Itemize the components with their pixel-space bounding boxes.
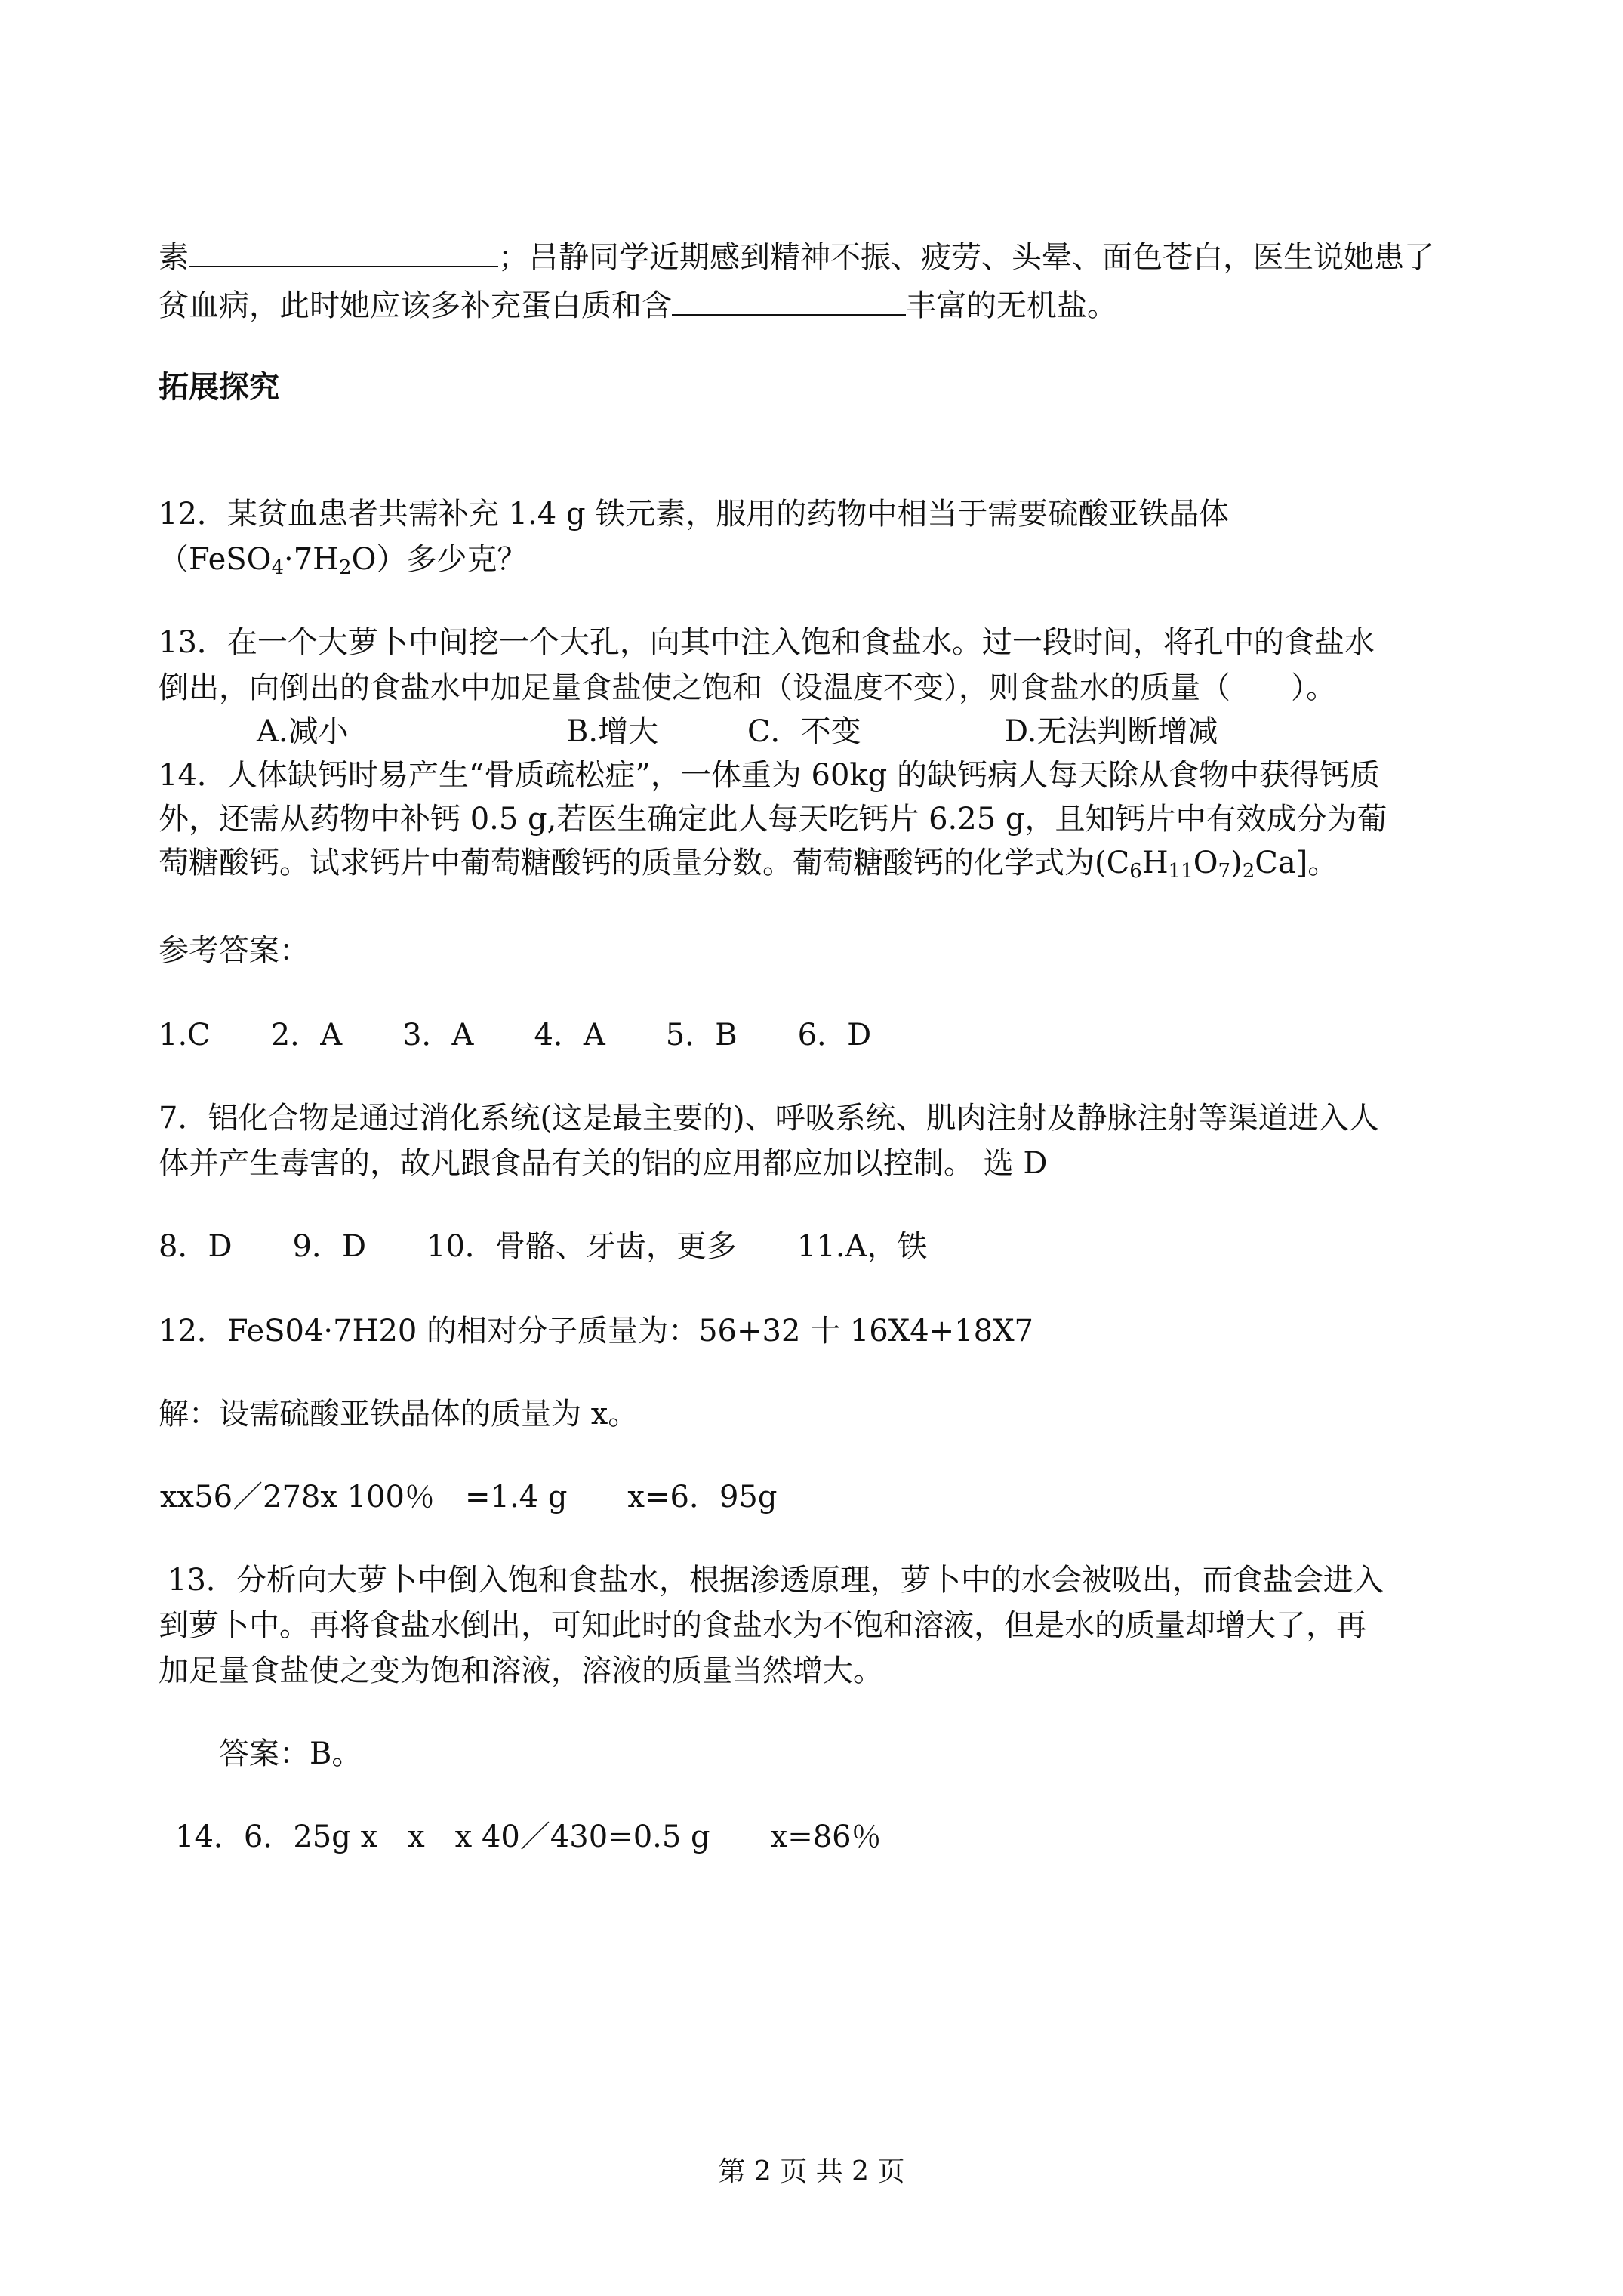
answers-1-6: 1.C 2．A 3．A 4．A 5．B 6．D xyxy=(159,1018,872,1052)
q14-subscript: 6 xyxy=(1129,860,1142,883)
answer-13-answer: 答案：B。 xyxy=(219,1737,362,1771)
q14-line2: 外，还需从药物中补钙 0.5 g,若医生确定此人每天吃钙片 6.25 g，且知钙片中有效成分为葡 xyxy=(159,802,1387,837)
q14-subscript: 11 xyxy=(1168,860,1193,883)
q11-line2 xyxy=(159,281,1472,329)
page-footer: 第 2 页 共 2 页 xyxy=(718,2156,905,2187)
q14-formula-part: ) xyxy=(1230,846,1243,880)
option-b[interactable]: B.增大 xyxy=(566,714,659,749)
q14-subscript: 7 xyxy=(1218,860,1231,883)
q14-formula-part: Ca]。 xyxy=(1255,846,1338,880)
q12-formula-part: ·7H xyxy=(283,542,340,577)
answer-7-line1: 7．铝化合物是通过消化系统(这是最主要的)、呼吸系统、肌肉注射及静脉注射等渠道进入人 xyxy=(159,1101,1379,1136)
q12-subscript: 4 xyxy=(271,556,284,579)
q14-formula-part: 萄糖酸钙。试求钙片中葡萄糖酸钙的质量分数。葡萄糖酸钙的化学式为(C xyxy=(159,846,1130,880)
q14-formula-part: H xyxy=(1141,846,1169,880)
option-c[interactable]: C．不变 xyxy=(747,714,861,749)
q12-line1: 12．某贫血患者共需补充 1.4 g 铁元素，服用的药物中相当于需要硫酸亚铁晶体 xyxy=(159,497,1230,532)
q14-subscript: 2 xyxy=(1242,860,1255,883)
answer-13-line3: 加足量食盐使之变为饱和溶液，溶液的质量当然增大。 xyxy=(159,1653,883,1688)
answer-12-line1: 12．FeS04·7H20 的相对分子质量为：56+32 十 16X4+18X7 xyxy=(159,1314,1034,1348)
option-d[interactable]: D.无法判断增减 xyxy=(1004,714,1218,749)
q11-line2-suffix: 丰富的无机盐。 xyxy=(906,288,1117,323)
answer-12-line3: xx56／278x 100％ =1.4 g x=6．95g xyxy=(160,1480,778,1515)
answer-blank-2[interactable] xyxy=(672,281,906,316)
q12-formula-part: （FeSO xyxy=(159,542,272,577)
q14-formula-part: O xyxy=(1193,846,1218,880)
q12-subscript: 2 xyxy=(339,556,352,579)
q12-formula-part: O）多少克？ xyxy=(351,542,528,577)
answers-8-11: 8．D 9．D 10．骨骼、牙齿，更多 11.A，铁 xyxy=(159,1229,928,1264)
answer-13-line2: 到萝卜中。再将食盐水倒出，可知此时的食盐水为不饱和溶液，但是水的质量却增大了，再 xyxy=(159,1608,1366,1643)
section-title: 拓展探究 xyxy=(159,369,279,405)
q14-line3 xyxy=(159,840,1472,886)
answer-7-line2: 体并产生毒害的，故凡跟食品有关的铝的应用都应加以控制。 选 D xyxy=(159,1146,1048,1181)
answer-14: 14．6．25g x x x 40／430=0.5 g x=86％ xyxy=(175,1820,882,1854)
q11-line1 xyxy=(159,233,1472,281)
q11-line1-suffix: ；吕静同学近期感到精神不振、疲劳、头晕、面色苍白，医生说她患了 xyxy=(498,240,1434,275)
q14-line1: 14．人体缺钙时易产生“骨质疏松症”，一体重为 60kg 的缺钙病人每天除从食物中获得钙质 xyxy=(159,758,1380,793)
q13-line1: 13．在一个大萝卜中间挖一个大孔，向其中注入饱和食盐水。过一段时间，将孔中的食盐水 xyxy=(159,625,1375,660)
option-a[interactable]: A.减小 xyxy=(257,714,349,749)
q13-line2: 倒出，向倒出的食盐水中加足量食盐使之饱和（设温度不变），则食盐水的质量（ ）。 xyxy=(159,670,1336,705)
q11-line1-prefix: 素 xyxy=(159,240,189,275)
q12-line2 xyxy=(159,536,1472,583)
answer-13-line1: 13．分析向大萝卜中倒入饱和食盐水，根据渗透原理，萝卜中的水会被吸出，而食盐会进入 xyxy=(168,1563,1384,1598)
answers-title: 参考答案： xyxy=(159,933,310,968)
answer-12-line2: 解：设需硫酸亚铁晶体的质量为 x。 xyxy=(159,1397,639,1432)
q11-line2-prefix: 贫血病，此时她应该多补充蛋白质和含 xyxy=(159,288,672,323)
answer-blank-1[interactable] xyxy=(189,233,498,267)
